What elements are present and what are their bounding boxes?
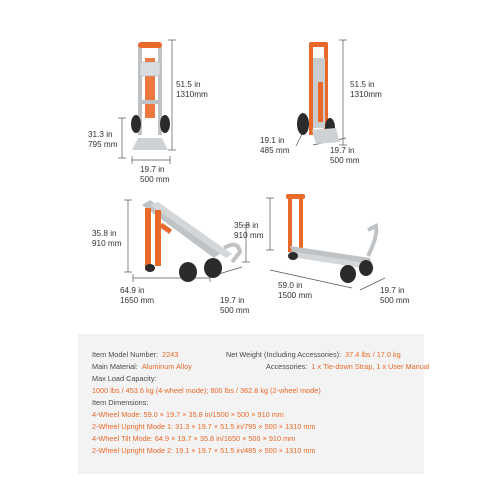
tilt-height-label: 35.8 in 910 mm [92,229,122,248]
accessories-row: Accessories: 1 x Tie-down Strap, 1 x User Manual [266,362,430,371]
dimension-line: 2-Wheel Upright Mode 2: 19.1 × 19.7 × 51.5 in/485 × 500 × 1310 mm [92,446,316,455]
tilt-mode-cart [142,200,240,282]
upright1-height-label: 51.5 in 1310mm [176,80,208,99]
upright2-height-label: 51.5 in 1310mm [350,80,382,99]
upright2-width-label: 19.7 in 500 mm [330,146,360,165]
four-wheel-mode-cart [286,194,376,283]
model-row: Item Model Number: 2243 [92,350,179,359]
four-length-label: 59.0 in 1500 mm [278,281,313,300]
capacity-value: 1000 lbs / 453.6 kg (4-wheel mode); 800 lbs / 362.8 kg (2-wheel mode) [92,386,321,395]
upright2-depth-label: 19.1 in 485 mm [260,136,290,155]
upright1-width-label: 19.7 in 500 mm [140,165,170,184]
four-height-label: 35.8 in 910 mm [234,221,264,240]
upright1-depth-label: 31.3 in 795 mm [88,130,118,149]
material-row: Main Material: Aluminum Alloy [92,362,192,371]
spec-panel [78,334,430,474]
dimension-line: 4-Wheel Tilt Mode: 64.9 × 19.7 × 35.8 in/1650 × 500 × 910 mm [92,434,296,443]
weight-row: Net Weight (Including Accessories): 37.4 lbs / 17.0 kg [226,350,401,359]
capacity-label: Max Load Capacity: [92,374,157,383]
upright-mode-1-cart [131,42,170,150]
tilt-width-label: 19.7 in 500 mm [220,296,250,315]
dimensions-label: Item Dimensions: [92,398,149,407]
dimension-line: 4-Wheel Mode: 59.0 × 19.7 × 35.8 in/1500 × 500 × 910 mm [92,410,284,419]
upright-mode-2-cart [297,42,340,144]
four-width-label: 19.7 in 500 mm [380,286,410,305]
dimension-line: 2-Wheel Upright Mode 1: 31.3 × 19.7 × 51.5 in/795 × 500 × 1310 mm [92,422,316,431]
tilt-length-label: 64.9 in 1650 mm [120,286,155,305]
